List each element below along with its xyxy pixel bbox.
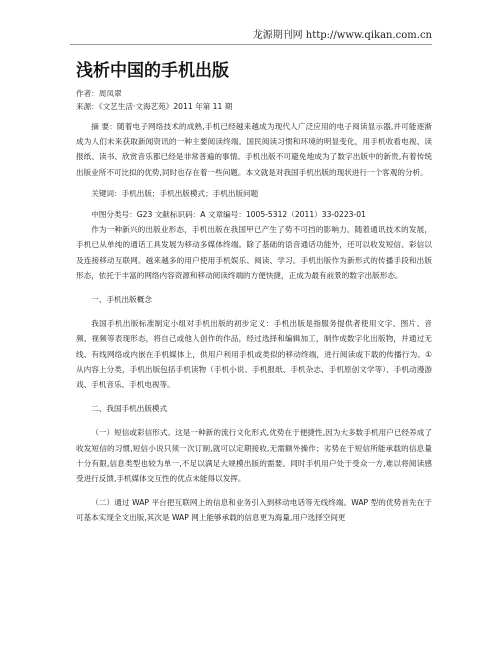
- article-body: [76, 60, 432, 526]
- paragraph: （二）通过 WAP 平台把互联网上的信息和业务引入到移动电话等无线终端。WAP 型的优势首先在于可基本实现全文出版,其次是 WAP 网上能够承载的信息更为海量,用户选择空间更: [76, 498, 432, 523]
- site-header: 龙源期刊网 http://www.qikan.com.cn: [252, 30, 432, 41]
- section-heading: 二、我国手机出版模式: [91, 404, 168, 414]
- paragraph: 我国手机出版标准制定小组对手机出版的初步定义：手机出版是指服务提供者使用文字、图片、音频、视频等表现形态，将自己或他人创作的作品，经过选择和编辑加工，制作成数字化出版物，并通过无线、有线网络或内嵌在手机媒体上，供用户利用手机或类似的移动终端，进行阅读或下载的传播行为。①从内容上分类，手机出版包括手机读物（手机小说、手机报纸、手机杂志、手机原创文学等）、手机动漫游戏、手机音乐、手机电视等。: [76, 319, 432, 390]
- header-divider: [70, 44, 432, 45]
- article-source: 来源：《文艺生活·文海艺苑》2011 年第 11 期: [76, 101, 233, 111]
- article-keywords: 关键词：手机出版；手机出版模式；手机出版问题: [91, 188, 259, 198]
- article-abstract: 摘 要：随着电子网络技术的成熟,手机已经越来越成为现代人广泛应用的电子阅读显示器,并可能逐渐成为人们未来获取新闻资讯的一种主要阅读终端。国民阅读习惯和环境的明显变化，用手机收看电视、读报纸、读书、欣赏音乐都已经是非常普遍的事情。手机出版不可避免地成为了数字出版中的新贵,有着传统出版业所不可比拟的优势,同时也存在着一些问题。本文就是对我国手机出版的现状进行一个客观的分析。: [76, 122, 432, 177]
- section-heading: 一、手机出版概念: [91, 295, 152, 305]
- paragraph: （一）短信或彩信形式。这是一种新的流行文化形式,优势在于便捷性,因为大多数手机用户已经养成了收发短信的习惯,短信小说只须一次订制,就可以定期接收,无需额外操作；劣势在于短信所能承载的信息量十分有限,信息类型也较为单一,不足以满足大规模出版的需要。同时手机用户处于受众一方,难以将阅读感受进行反馈,手机媒体交互性的优点未能得以发挥。: [76, 428, 432, 484]
- article-intro: 作为一种新兴的出版业形态，手机出版在我国甲已产生了势不可挡的影响力。随着通讯技术的发展，手机已从单纯的通话工具发展为移动多媒体终端。除了基础的语音通话功能外，还可以收发短信、彩信以及连接移动互联网。越来越多的用户使用手机娱乐、阅读、学习。手机出版作为新形式的传播手段和出版形态，依托于丰富的网络内容资源和移动阅读终端的方便快捷，正成为最有前景的数字出版形态。: [76, 225, 432, 280]
- article-author: 作者：周凤翠: [76, 89, 122, 98]
- article-classification: 中图分类号：G23 文献标识码：A 文章编号：1005-5312（2011）33-0223-01: [91, 210, 366, 220]
- article-title: 浅析中国的手机出版: [76, 61, 229, 81]
